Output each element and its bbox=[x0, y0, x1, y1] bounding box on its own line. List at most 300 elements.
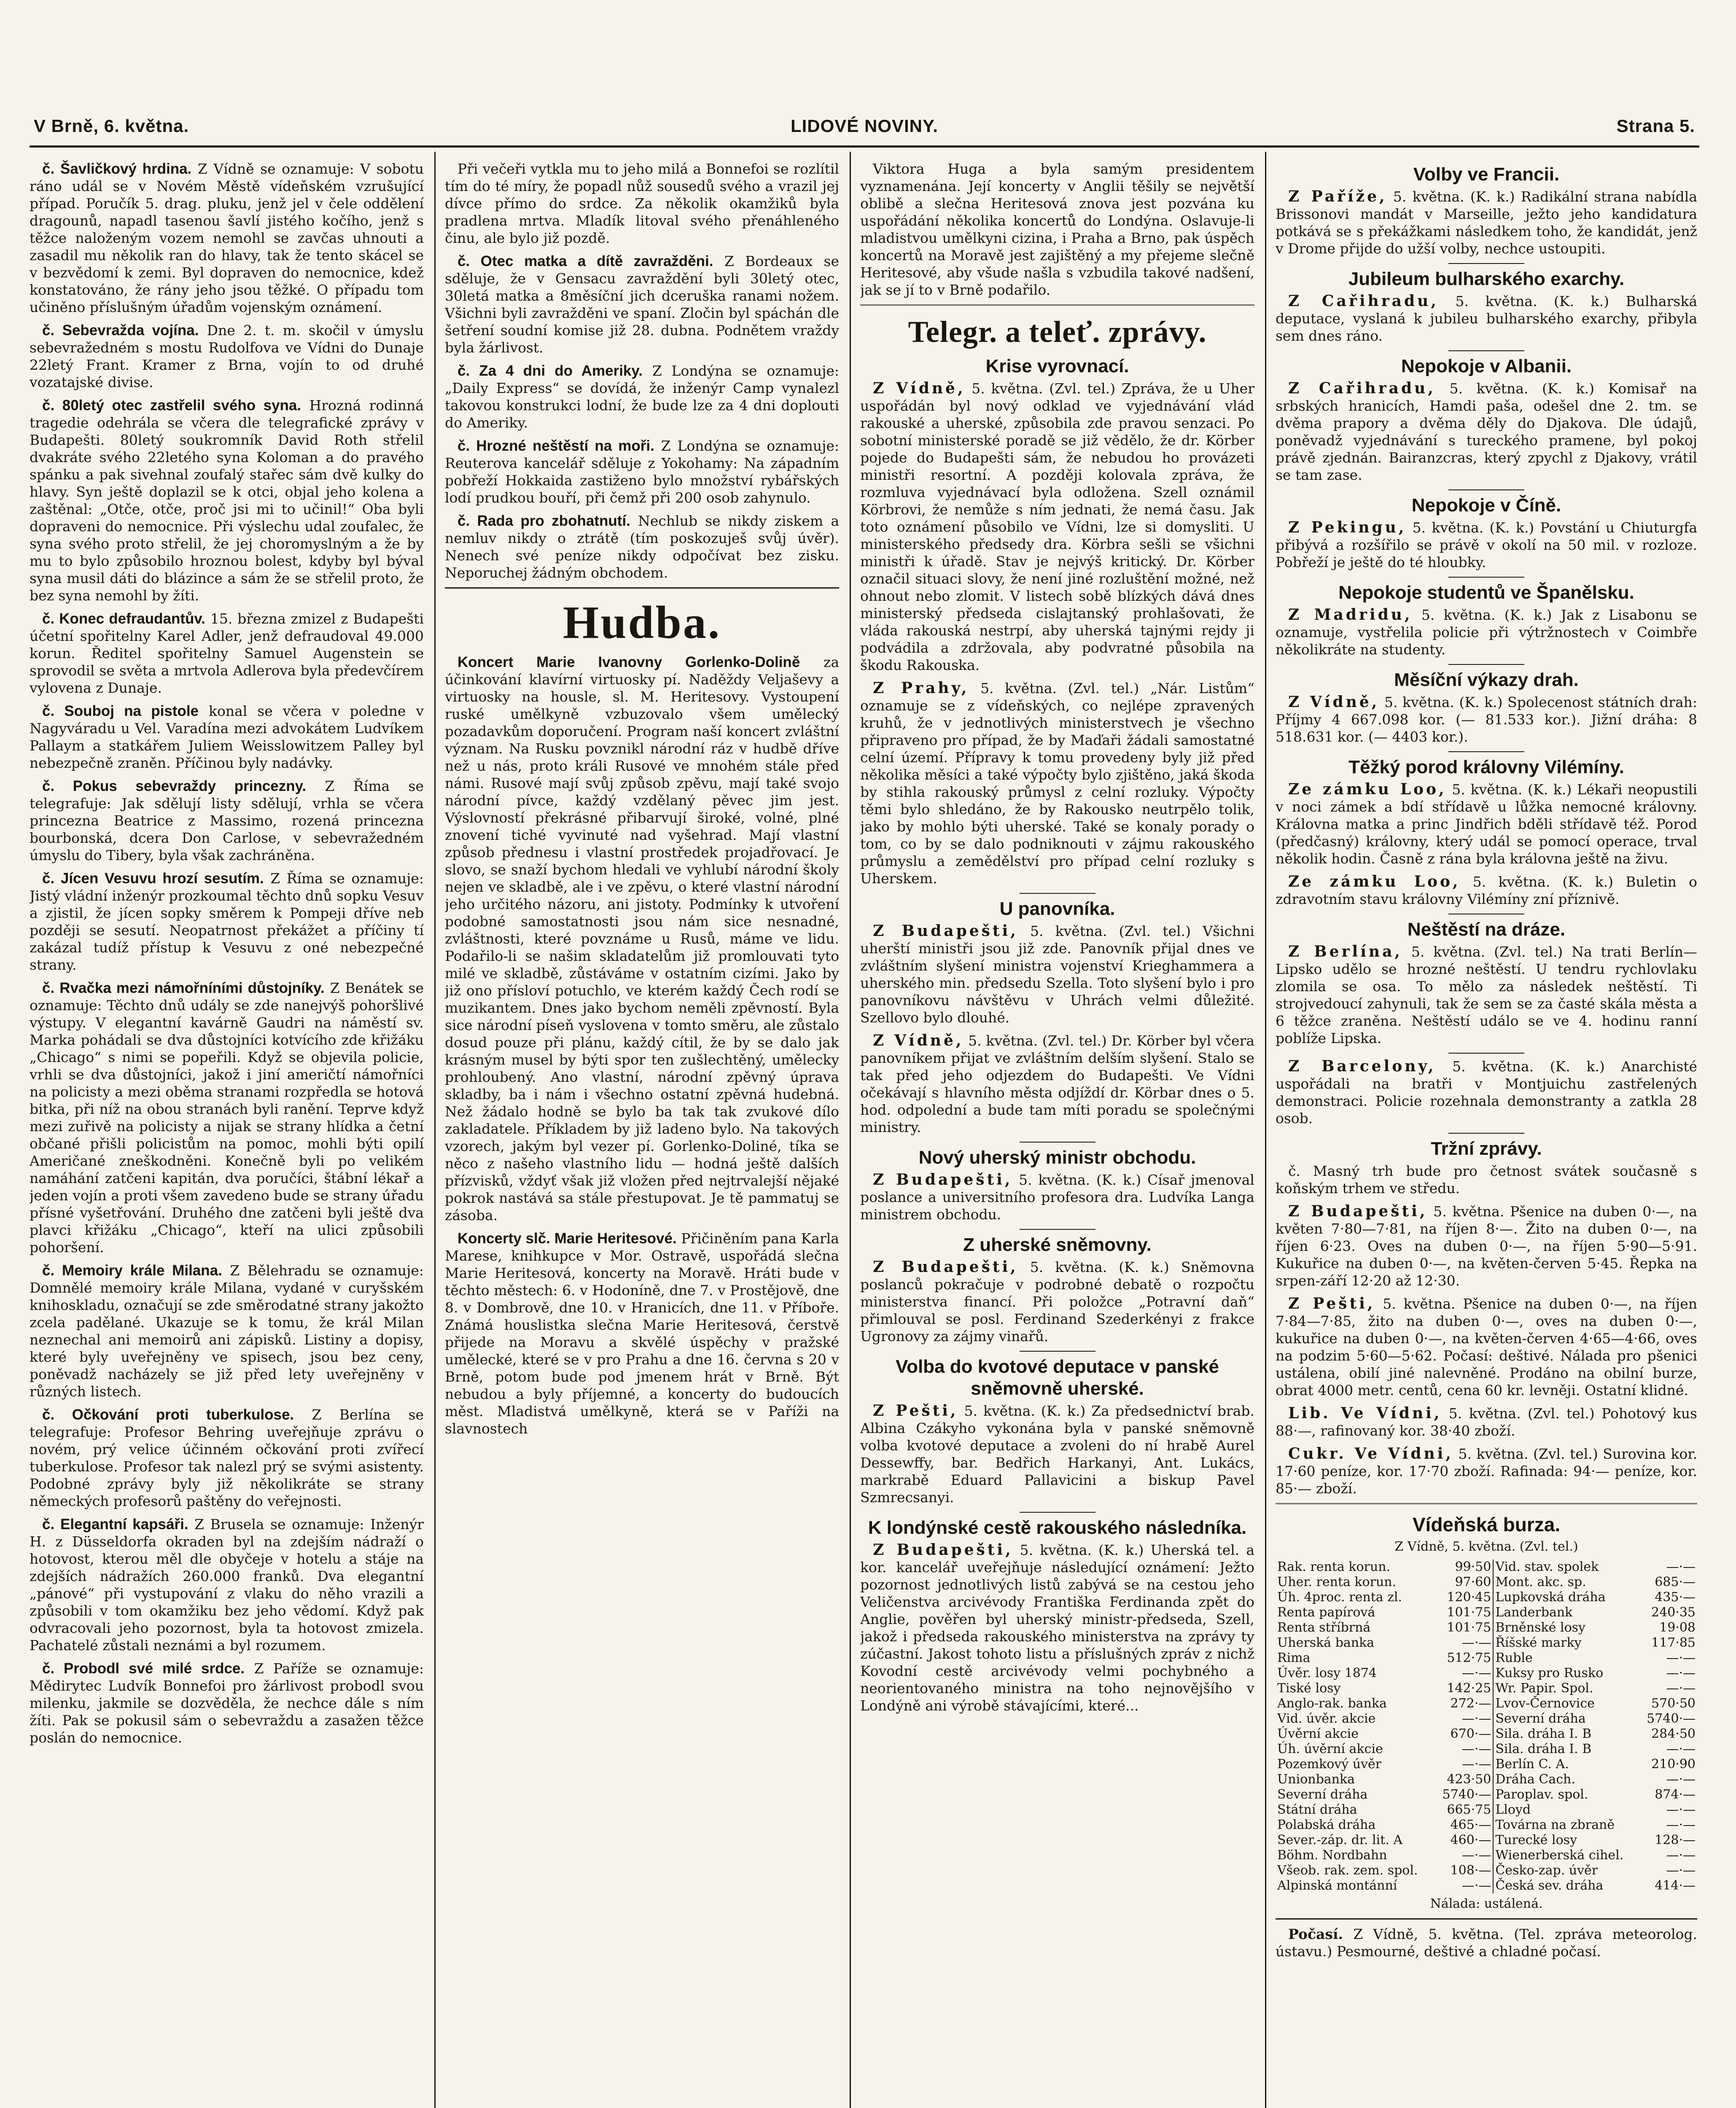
article-body bbox=[30, 1660, 424, 1746]
news-item-body bbox=[860, 1258, 1254, 1345]
stock-price: 570·50 bbox=[1651, 1696, 1696, 1711]
stock-name: Vid. úvěr. akcie bbox=[1277, 1711, 1376, 1726]
section-divider bbox=[445, 587, 839, 589]
section-title-hudba: Hudba. bbox=[563, 597, 721, 648]
stock-row bbox=[1276, 1863, 1697, 1878]
news-section-heading: Nepokoje v Číně. bbox=[1411, 495, 1561, 516]
stock-name: Rak. renta korun. bbox=[1277, 1559, 1391, 1574]
stock-name: Státní dráha bbox=[1277, 1802, 1357, 1817]
newspaper-page bbox=[30, 25, 1699, 2108]
news-item-date: 5. května. (K. k.) bbox=[1412, 519, 1534, 536]
news-item-text: Surovina kor. 17·60 peníze, kor. 17·70 zboží. Rafinada: 94·— peníze, kor. 85·— zboží. bbox=[1276, 1446, 1697, 1497]
stock-price: 128·— bbox=[1655, 1833, 1696, 1847]
article-text: Z Londýna se oznamuje: „Daily Express“ se dovídá, že inženýr Camp vynalezl takovou konstrukci lodní, že bude lze za 4 dni doplouti do Ameriky. bbox=[445, 363, 839, 431]
article bbox=[30, 397, 424, 604]
news-item-body bbox=[1276, 1058, 1697, 1127]
article-text: Z Paříže se oznamuje: Mědirytec Ludvík Bonnefoi pro žárlivost probodl svou milenku, jakmile se dozvěděla, že nechce dále s ním žíti. Pak se pokusil sám o sebevraždu a zasažen těžce poslán do nemocnice. bbox=[30, 1660, 424, 1746]
news-item-place: Z Vídně, bbox=[873, 1032, 964, 1049]
stock-price: 142·25 bbox=[1435, 1681, 1493, 1696]
news-item-body bbox=[1276, 873, 1697, 908]
stock-price: —·— bbox=[1666, 1559, 1696, 1574]
article-body bbox=[445, 653, 839, 1224]
stock-row bbox=[1276, 1833, 1697, 1848]
stock-name: Pozemkový úvěr bbox=[1277, 1757, 1382, 1772]
news-item-place: Z Budapešti, bbox=[1288, 1202, 1428, 1220]
news-item bbox=[1276, 380, 1697, 484]
news-item-place: Z Pešti, bbox=[873, 1402, 958, 1420]
section-short-rule bbox=[1020, 893, 1095, 894]
article-body bbox=[445, 512, 839, 581]
stock-price: 272·— bbox=[1435, 1696, 1493, 1711]
news-item-body bbox=[860, 1541, 1254, 1714]
news-section-heading: Nový uherský ministr obchodu. bbox=[918, 1147, 1196, 1168]
stock-price: 99·50 bbox=[1435, 1559, 1493, 1575]
article bbox=[30, 702, 424, 772]
news-item-text: Zpráva, že u Uher uspořádán byl nový odklad ve vyjednávání vlád rakouské a uherské, způsobila zde pravou senzaci. Po sobotní ministerské poradě se již vědělo, že dr. Körber pojede do Budapešti sám, že nebudou ho provázeti ministři resortní. A později kolovala zpráva, že rozmluva vyjednávací byla odložena. Szell oznámil Körbrovi, že nemůže s ním jednati, že nemá času. Jak toto oznámení působilo ve Vídni, lze si domysliti. U ministerského předsedy dra. Körbra sešli se všichni ministři k úřadě. Stav je nejvýš kritický. Dr. Körber označil situaci slovy, že není jiné rozluštění možné, než ohnout nebo zlomit. V listech sobě blízkých dává dnes ministerský předseda cislajtanský prohlašovati, že vláda rakouská nestrpí, aby uherská tajnými rejdy ji podvádila a zdržovala, aby podvratné působila na škodu Rakouska. bbox=[860, 380, 1254, 673]
news-item-body bbox=[1276, 519, 1697, 571]
stock-row bbox=[1276, 1620, 1697, 1635]
article-text: Z Londýna se oznamuje: Reuterova kancelář sděluje z Yokohamy: Na západním pobřeží Hokkaida zastiženo bylo množství rybářských lodí prudkou bouří, při čemž při 200 osob zahynulo. bbox=[445, 438, 839, 506]
stock-price: 460·— bbox=[1435, 1833, 1493, 1848]
news-item-date: 5. května. (K. k.) bbox=[1449, 380, 1594, 397]
news-item bbox=[1276, 694, 1697, 745]
news-item bbox=[1276, 293, 1697, 344]
news-item-text: Na trati Berlín—Lipsko udělo se hrozné neštěstí. U tendru rychlovlaku zlomila se osa. To mělo za následek neštěstí. Ti strojvedoucí zahynuli, tak že sem se za časté skála města a 6 těžce zraněna. Neštěstí událo se ve 4. hodinu ranní poblíže Lipska. bbox=[1276, 944, 1697, 1046]
stock-name: Tiské losy bbox=[1277, 1681, 1341, 1696]
news-item-date: 5. května. (K. k.) bbox=[1452, 781, 1572, 798]
article bbox=[30, 1660, 424, 1746]
stock-price: —·— bbox=[1666, 1742, 1696, 1756]
stock-price: —·— bbox=[1666, 1848, 1696, 1863]
stock-name: Anglo-rak. banka bbox=[1277, 1696, 1387, 1711]
news-item-body bbox=[1276, 943, 1697, 1047]
news-item-date: 5. května. (K. k.) bbox=[1452, 1058, 1605, 1075]
weather-report bbox=[1276, 1925, 1697, 1960]
news-item-place: Z Budapešti, bbox=[873, 1541, 1013, 1559]
news-section-heading: K londýnské cestě rakouského následníka. bbox=[868, 1517, 1247, 1538]
news-section-heading: Z uherské sněmovny. bbox=[963, 1234, 1152, 1255]
section-short-rule bbox=[1448, 664, 1524, 665]
news-item-date: 5. května. (K. k.) bbox=[1393, 188, 1515, 205]
news-item-body bbox=[1276, 1162, 1697, 1197]
section-short-rule bbox=[1020, 1512, 1095, 1513]
stock-price: —·— bbox=[1435, 1635, 1493, 1651]
section-short-rule bbox=[1020, 1351, 1095, 1352]
stock-price: 108·— bbox=[1435, 1863, 1493, 1878]
stock-price: —·— bbox=[1435, 1711, 1493, 1726]
article-text: Viktora Huga a byla samým presidentem vyznamenána. Její koncerty v Anglii těšily se největší oblibě a slečna Heritesová znova jest pozvána ku uspořádání několika koncertů do Londýna. Oslavuje-li mladistvou umělkyni cizina, i Praha a Brno, pak úspěch koncertů na Moravě jest zajištěný a my přejeme slečně Heritesové, aby všude našla s vzbudila takové nadšení, jak se jí to v Brně podařilo. bbox=[860, 161, 1254, 298]
article-text: Při večeři vytkla mu to jeho milá a Bonnefoi se rozlítil tím do té míry, že popadl nůž sousedů svého a vrazil jej dívce přímo do srdce. Za několik okamžiků byla pradlena mrtva. Mladík litoval svého přenáhleného činu, ale bylo již pozdě. bbox=[445, 161, 839, 246]
stock-row bbox=[1276, 1590, 1697, 1605]
article-text: Z Říma se oznamuje: Jistý vládní inženýr prozkoumal těchto dnů sopku Vesuv a zjistil, že jícen sopky směrem k Pompeji dříve neb později se sesutí. Neopatrnost překážet a příčiny tí zakázal tudíž přístup k Vesuvu z oné nebezpečné strany. bbox=[30, 870, 424, 973]
news-item-place: Cukr. Ve Vídni, bbox=[1288, 1445, 1453, 1463]
running-header bbox=[30, 116, 1699, 148]
article-body bbox=[30, 1516, 424, 1654]
news-item-place: Z Budapešti, bbox=[873, 1171, 1013, 1188]
news-item-body bbox=[1276, 1295, 1697, 1399]
stock-name: Wr. Papir. Spol. bbox=[1495, 1681, 1593, 1696]
stock-name: Mont. akc. sp. bbox=[1495, 1575, 1586, 1589]
article-body bbox=[30, 702, 424, 772]
stock-name: Rima bbox=[1277, 1651, 1311, 1665]
stock-row bbox=[1276, 1666, 1697, 1681]
article-headline: č. Za 4 dni do Ameriky. bbox=[458, 363, 643, 379]
stock-board-mood: Nálada: ustálená. bbox=[1430, 1896, 1543, 1911]
article-body bbox=[445, 160, 839, 247]
article bbox=[30, 610, 424, 696]
news-item-text: Lékaři neopustili v noci zámek a bdí střídavě u lůžka nemocné královny. Královna matka a princ Jindřich bděli střídavě též. Porod (předčasný) královny, který udál se pomocí operace, trval několik hodin. Časně z rána byla královna ještě na živu. bbox=[1276, 781, 1697, 867]
stock-price: 685·— bbox=[1655, 1575, 1696, 1589]
news-item-text: Císař jmenoval poslance a universitního profesora dra. Ludvíka Langa ministrem obchodu. bbox=[860, 1172, 1254, 1223]
article-text: Z Vídně se oznamuje: V sobotu ráno udál se v Novém Městě vídeňském vzrušující případ. Poručík 5. drag. pluku, jenž jel v čele oddělení dragounů, napadl tasenou šavlí jistého kočího, jenž s těžce naloženým vozem nemohl se zavčas uhnouti a zasadil mu několik ran do hlavy, tak že tento skácel se v bezvědomí k zemi. Byl dopraven do nemocnice, kdež konstatováno, že rány jeho jsou těžké. O případu tom učiněno příslušným úřadům vojenským oznámení. bbox=[30, 161, 424, 315]
stock-price: —·— bbox=[1435, 1757, 1493, 1772]
news-item-date: 5. května. (K. k.) bbox=[1030, 1259, 1169, 1275]
stock-name: Sever.-záp. dr. lit. A bbox=[1277, 1833, 1402, 1847]
news-section-heading: Nepokoje studentů ve Španělsku. bbox=[1338, 582, 1634, 603]
stock-price: 670·— bbox=[1435, 1726, 1493, 1742]
stock-price: —·— bbox=[1666, 1681, 1696, 1696]
stock-name: Dráha Cach. bbox=[1495, 1772, 1575, 1787]
article-body bbox=[30, 160, 424, 316]
news-item-date: 5. května. (Zvl. tel.) bbox=[968, 1032, 1107, 1049]
stock-name: Polabská dráha bbox=[1277, 1818, 1376, 1832]
stock-row bbox=[1276, 1635, 1697, 1651]
news-section-heading: Jubileum bulharského exarchy. bbox=[1348, 269, 1625, 289]
news-item-text: Spolecenost státních drah: Příjmy 4 667.098 kor. (— 81.533 kor.). Jižní dráha: 8 518.631 kor. (— 4403 kor.). bbox=[1276, 694, 1697, 745]
article-headline: č. Memoiry krále Milana. bbox=[42, 1262, 222, 1279]
news-item-date: 5. května. bbox=[1433, 1203, 1505, 1220]
news-item-text: Anarchisté uspořádali na bratři v Montjuichu zastřelených demonstraci. Policie rozehnala demonstranty a zatkla 28 osob. bbox=[1276, 1058, 1697, 1127]
article-headline: č. Sebevražda vojína. bbox=[42, 322, 199, 339]
stock-price: —·— bbox=[1666, 1651, 1696, 1665]
stock-name: Česko-zap. úvěr bbox=[1495, 1863, 1598, 1878]
news-item-body bbox=[860, 1171, 1254, 1223]
section-short-rule bbox=[1448, 263, 1524, 264]
news-item bbox=[860, 1541, 1254, 1714]
article-text: Z Benátek se oznamuje: Těchto dnů udály se zde nanejvýš pohoršlivé výstupy. V elegantní kavárně Gaudri na náměstí sv. Marka pohádali se dva důstojníci kotvícího zde křižáku „Chicago“ s nimi se popeřili. Když se objevila policie, vrhli se dva důstojníci, jakož i jiní američtí námořníci na policisty a mezi oběma stranami rozpředla se hotová bitka, při níž na obou stranách byli ranění. Teprve když mezi zuřivě na policisty a nijak se strany hlídka a četní občané přišli policistům na pomoc, mohli býti opilí Američané zneškodněni. Konečně byli po velikém namáhání zatčeni kapitán, dva poručíci, štábní lékař a jeden vojín a proti všem zavedeno bude se strany úřadu přísné vyšetřování. Druhého dne zatčeni byli ještě dva plavci křižáku „Chicago“, kteří na ulici způsobili pohoršení. bbox=[30, 980, 424, 1256]
article bbox=[445, 1230, 839, 1437]
news-item-body bbox=[860, 380, 1254, 674]
stock-name: Úh. 4proc. renta zl. bbox=[1277, 1590, 1402, 1605]
news-item bbox=[1276, 781, 1697, 867]
news-item-place: Z Pekingu, bbox=[1288, 519, 1407, 536]
stock-name: Brněnské losy bbox=[1495, 1620, 1585, 1635]
news-section-heading: Volba do kvotové deputace v panské sněmovně uherské. bbox=[896, 1356, 1219, 1399]
stock-name: Berlín C. A. bbox=[1495, 1757, 1569, 1772]
news-section-heading: Těžký porod královny Vilémíny. bbox=[1348, 757, 1624, 777]
stock-price: 97·60 bbox=[1435, 1575, 1493, 1590]
news-item-date: 5. května. (Zvl. tel.) bbox=[972, 380, 1116, 397]
news-item-date: 5. května. (K. k.) bbox=[1019, 1172, 1141, 1188]
stock-name: Renta papírová bbox=[1277, 1605, 1375, 1620]
stock-row bbox=[1276, 1651, 1697, 1666]
news-item-place: Z Berlína, bbox=[1288, 943, 1402, 960]
stock-name: Vid. stav. spolek bbox=[1495, 1559, 1599, 1574]
article-text: Z Bělehradu se oznamuje: Domnělé memoiry krále Milana, vydané v curyšském knihoskladu, označují se zde směrodatné strany jakožto zcela padělané. Ukazuje se k tomu, že král Milan neznechal ani memoirů ani zápisků. Listiny a dopisy, které byly uveřejněny ve spisech, jsou bez ceny, poněvadž nacházely se již před lety uveřejněny v různých listech. bbox=[30, 1262, 424, 1400]
stock-name: Severní dráha bbox=[1495, 1711, 1586, 1726]
news-item-text: Pšenice na duben 0·—, na říjen 7·84—7·85, žito na duben 0·—, oves na duben 0·—, kukuřice na duben 0·—, na květen-červen 4·65—4·66, oves na podzim 5·60—5·62. Počasí: deštivé. Nálada pro pšenici ustálena, obilí jiné nalevněné. Prodáno na obilní burze, obrat 4000 metr. centů, cena 60 kr. levněji. Ostatní klidné. bbox=[1276, 1296, 1697, 1398]
stock-row bbox=[1276, 1742, 1697, 1757]
news-item-date: 5. května. (Zvl. tel.) bbox=[1458, 1446, 1598, 1462]
news-item bbox=[1276, 1203, 1697, 1289]
news-item-date: 5. května. bbox=[1383, 1296, 1456, 1312]
stock-name: Úh. úvěrní akcie bbox=[1277, 1742, 1383, 1756]
stock-price: —·— bbox=[1666, 1666, 1696, 1680]
stock-price: —·— bbox=[1435, 1878, 1493, 1893]
article-headline: č. Otec matka a dítě zavražděni. bbox=[458, 253, 713, 269]
stock-name: Alpinská montánní bbox=[1277, 1878, 1397, 1893]
stock-price: 284·50 bbox=[1651, 1726, 1696, 1741]
article bbox=[30, 1516, 424, 1654]
section-short-rule bbox=[1448, 1133, 1524, 1134]
article bbox=[445, 512, 839, 581]
news-item bbox=[1276, 1162, 1697, 1197]
section-short-rule bbox=[1020, 1229, 1095, 1230]
news-item-date: 5. května. (K. k.) bbox=[1384, 694, 1503, 710]
article bbox=[30, 979, 424, 1256]
article-body bbox=[30, 979, 424, 1256]
section-title-telegrams: Telegr. a teleť. zprávy. bbox=[908, 315, 1207, 349]
news-section-heading: Neštěstí na dráze. bbox=[1407, 919, 1566, 940]
news-item bbox=[1276, 1445, 1697, 1497]
news-section-heading: Tržní zprávy. bbox=[1431, 1138, 1542, 1159]
news-item-date: 5. května. (K. k.) bbox=[964, 1403, 1086, 1419]
article-body bbox=[30, 777, 424, 864]
news-item bbox=[860, 380, 1254, 674]
news-item-date: 5. května. (K. k.) bbox=[1455, 293, 1610, 309]
article-body bbox=[30, 1406, 424, 1510]
article-headline: č. Pokus sebevraždy princezny. bbox=[42, 778, 307, 794]
article bbox=[30, 1406, 424, 1510]
stock-price: 5740·— bbox=[1435, 1787, 1493, 1802]
stock-price: —·— bbox=[1666, 1802, 1696, 1817]
news-item bbox=[860, 1032, 1254, 1136]
article-headline: č. Jícen Vesuvu hrozí sesutím. bbox=[42, 870, 264, 887]
stock-row bbox=[1276, 1605, 1697, 1620]
news-item-body bbox=[860, 680, 1254, 887]
stock-name: Severní dráha bbox=[1277, 1787, 1368, 1802]
news-item bbox=[1276, 519, 1697, 571]
news-item bbox=[1276, 1058, 1697, 1127]
stock-row bbox=[1276, 1711, 1697, 1726]
stock-name: Landerbank bbox=[1495, 1605, 1573, 1620]
stock-price: —·— bbox=[1666, 1863, 1696, 1878]
news-item-text: Pšenice na duben 0·—, na květen 7·80—7·81, na říjen 8·—. Žito na duben 0·—, na říjen 6·23. Oves na duben 0·—, na říjen 5·90—5·91. Kukuřice na duben 0·—, na květen-červen 5·45. Řepka na srpen-září 12·20 až 12·30. bbox=[1276, 1203, 1697, 1289]
news-item-place: Z Cařihradu, bbox=[1288, 292, 1439, 310]
stock-name: Böhm. Nordbahn bbox=[1277, 1848, 1387, 1863]
stock-row bbox=[1276, 1696, 1697, 1711]
news-item-place: Z Cařihradu, bbox=[1288, 379, 1436, 397]
news-item-place: Z Barcelony, bbox=[1288, 1057, 1436, 1075]
article-body bbox=[445, 437, 839, 506]
section-divider bbox=[860, 304, 1254, 306]
news-item-date: 5. května. (Zvl. tel.) bbox=[1411, 944, 1563, 960]
column-2 bbox=[445, 160, 839, 2108]
article-headline: č. Očkování proti tuberkulose. bbox=[42, 1406, 294, 1423]
article-headline: č. Probodl své milé srdce. bbox=[42, 1660, 245, 1677]
news-item-place: Z Prahy, bbox=[873, 679, 969, 697]
stock-name: Unionbanka bbox=[1277, 1772, 1355, 1787]
stock-board-subtitle: Z Vídně, 5. května. (Zvl. tel.) bbox=[1394, 1539, 1578, 1554]
article-headline: Koncert Marie Ivanovny Gorlenko-Dolině bbox=[458, 654, 800, 670]
stock-name: Továrna na zbraně bbox=[1495, 1818, 1615, 1832]
stock-name: Uher. renta korun. bbox=[1277, 1575, 1397, 1589]
stock-row bbox=[1276, 1878, 1697, 1893]
stock-row bbox=[1276, 1757, 1697, 1772]
stock-price: 101·75 bbox=[1435, 1605, 1493, 1620]
article-headline: č. Konec defraudantův. bbox=[42, 610, 206, 627]
stock-name: Uherská banka bbox=[1277, 1635, 1375, 1650]
stock-price: 423·50 bbox=[1435, 1772, 1493, 1787]
news-item-text: Sněmovna poslanců pokračuje v podrobné debatě o rozpočtu ministerstva financí. Při položce „Potravní daň“ přimlouval se posl. Ferdinand Szederkényi z frakce Ugronovy za zájmy vinařů. bbox=[860, 1259, 1254, 1344]
article-text: Nechlub se nikdy ziskem a nemluv nikdy o ztrátě (tím poskozuješ svůj úvěr). Nenech své peníze nikdy odpočívat bez zisku. Neporuchej žádným obchodem. bbox=[445, 513, 839, 581]
article-headline: č. Souboj na pistole bbox=[42, 703, 199, 719]
news-section-heading: Volby ve Francii. bbox=[1413, 164, 1560, 185]
stock-name: Lvov-Černovice bbox=[1495, 1696, 1595, 1711]
stock-name: Kuksy pro Rusko bbox=[1495, 1666, 1604, 1680]
news-item bbox=[860, 680, 1254, 887]
news-item-text: Buletin o zdravotním stavu královny Vilémíny zní příznivě. bbox=[1276, 874, 1697, 907]
news-item-text: Bulharská deputace, vyslaná k jubileu bulharského exarchy, přibyla sem dnes ráno. bbox=[1276, 293, 1697, 344]
news-item-place: Lib. Ve Vídni, bbox=[1288, 1404, 1442, 1422]
stock-name: Česká sev. dráha bbox=[1495, 1878, 1604, 1893]
stock-price: —·— bbox=[1435, 1666, 1493, 1681]
news-item-text: Uherská tel. a kor. kancelář uveřejňuje následující oznámení: Ježto pozornost jednotlivých listů zabývá se na cestou jeho Veličenstva arcivévody Františka Ferdinanda zpět do Anglie, pověřen byl uherský ministr-předseda, Szell, jakož i předseda rakouského ministerstva na zprávy ty zúčastní. Jakost tohoto listu a příslušných zpráv z nichž Kovodní cestě arcivévody velmi pochybného a neorientovaného ministra na toho nejnovějšího v Londýně ani výrobě stávajícími, které... bbox=[860, 1542, 1254, 1714]
stock-name: Úvěr. losy 1874 bbox=[1277, 1666, 1377, 1680]
news-item-text: Komisař na srbských hranicích, Hamdi paša, odešel dne 2. tm. se dvěma prapory a dvěma děly do Djakova. Dle údajů, poněvadž vyjednávání s tureckého pramene, byl pokoj právě zjednán. Bairanzcras, který zpychl z Djakovy, vrátil se tam zase. bbox=[1276, 380, 1697, 483]
news-item-text: Povstání u Chiuturgfa přibývá a rozšířilo se právě v okolí na 50 mil. v rozloze. Pobřeží je ještě do té hloubky. bbox=[1276, 519, 1697, 570]
news-item-body bbox=[860, 1402, 1254, 1506]
stock-price: 414·— bbox=[1655, 1878, 1696, 1893]
stock-price: 19·08 bbox=[1659, 1620, 1696, 1635]
news-item-date: 5. května. (K. k.) bbox=[1421, 607, 1552, 623]
news-item-text: Radikální strana nabídla Brissonovi mandát v Marseille, ježto jeho kandidatura potkává se s překážkami následkem toho, že kandidát, jenž v Drome přijde do užší volby, nechce ustoupiti. bbox=[1276, 188, 1697, 257]
article bbox=[445, 253, 839, 356]
news-item-text: Pohotový kus 88·—, rafinovaný kor. 38·40 zboží. bbox=[1276, 1405, 1697, 1439]
stock-name: Říšské marky bbox=[1495, 1635, 1582, 1650]
stock-price: 5740·— bbox=[1647, 1711, 1696, 1726]
stock-name: Wienerberská cihel. bbox=[1495, 1848, 1624, 1863]
news-item bbox=[1276, 606, 1697, 658]
article-text: konal se včera v poledne v Nagyváradu u Vel. Varadína mezi advokátem Ludvíkem Pallaym a statkářem Juliem Weisslowitzem Palley byl nebezpečně zraněn. Příčinou byly nadávky. bbox=[30, 703, 424, 771]
article bbox=[30, 870, 424, 973]
article-text: Z Berlína se telegrafuje: Profesor Behring uveřejňuje zprávu o novém, prý velice účinném očkování proti zvířecí tuberkulose. Profesor tak nalezl prý se svými asistenty. Podobné zprávy byly již několikráte se strany německých profesorů paštěny do veřejnosti. bbox=[30, 1406, 424, 1509]
news-item-place: Z Madridu, bbox=[1288, 606, 1413, 624]
article-body bbox=[445, 362, 839, 431]
stock-row bbox=[1276, 1802, 1697, 1818]
article-headline: č. 80letý otec zastřelil svého syna. bbox=[42, 397, 301, 414]
stock-name: Ruble bbox=[1495, 1651, 1533, 1665]
article-body bbox=[30, 1262, 424, 1400]
stock-price: 874·— bbox=[1655, 1787, 1696, 1802]
article-text: Z Brusela se oznamuje: Inženýr H. z Düsseldorfa okraden byl na zdejším nádraží o hotovost, kterou měl dle obyčeje v hotelu a stáje na zdejších nádražích 260.000 franků. Dva elegantní „pánové“ při vystupování z vlaku do něho vrazili a způsobili v tom okamžiku bez jeho vědomí. Když pak odvracovali jeho pozornost, byla ta hotovost zmizela. Pachatelé zůstali neznámi a byl rozumem. bbox=[30, 1516, 424, 1654]
article-headline: č. Rvačka mezi námořníními důstojníky. bbox=[42, 980, 325, 996]
news-item-place: Ze zámku Loo, bbox=[1288, 780, 1447, 798]
section-divider bbox=[1276, 1503, 1697, 1504]
article bbox=[30, 322, 424, 391]
column-1 bbox=[30, 160, 424, 2108]
news-item-text: Dr. Körber byl včera panovníkem přijat ve zvláštním delším slyšení. Stalo se tak před jeho odjezdem do Budapešti. Ve Vídni očekávají s hlavního města odjíždí dr. Körbar dnes o 5. hod. odpolední a bude tam míti poradu se společnými ministry. bbox=[860, 1032, 1254, 1135]
stock-row bbox=[1276, 1772, 1697, 1787]
stock-row bbox=[1276, 1818, 1697, 1833]
stock-board-table bbox=[1276, 1559, 1697, 1893]
stock-name: Paroplav. spol. bbox=[1495, 1787, 1588, 1802]
stock-price: 512·75 bbox=[1435, 1651, 1493, 1666]
section-short-rule bbox=[1020, 1142, 1095, 1143]
article-body bbox=[30, 397, 424, 604]
article-continuation bbox=[860, 160, 1254, 298]
stock-row bbox=[1276, 1726, 1697, 1742]
news-item-body bbox=[1276, 380, 1697, 484]
article-body bbox=[30, 610, 424, 696]
stock-price: 101·75 bbox=[1435, 1620, 1493, 1635]
stock-price: 117·85 bbox=[1651, 1635, 1696, 1650]
stock-price: —·— bbox=[1666, 1818, 1696, 1832]
news-item-date: 5. května. (Zvl. tel.) bbox=[980, 680, 1139, 696]
section-divider bbox=[1276, 1918, 1697, 1920]
news-item-text: č. Masný trh bude pro četnost svátek současně s koňským trhem ve středu. bbox=[1276, 1163, 1697, 1197]
news-item-date: 5. května. (K. k.) bbox=[1020, 1542, 1144, 1558]
news-item-body bbox=[1276, 606, 1697, 658]
article-headline: č. Rada pro zbohatnutí. bbox=[458, 513, 630, 529]
stock-name: Lupkovská dráha bbox=[1495, 1590, 1606, 1605]
stock-price: —·— bbox=[1435, 1742, 1493, 1757]
news-item bbox=[1276, 943, 1697, 1047]
stock-row bbox=[1276, 1787, 1697, 1802]
article bbox=[445, 653, 839, 1224]
news-item-text: Za předsednictví brab. Albina Czákyho vykonána byla v panské sněmovně volba kvotové deputace a zvoleni do ní hrabě Aurel Dessewffy, bar. Bedřich Harkanyi, Ant. Lukács, markrabě Eduard Pallavicini a biskup Pavel Szmrecsanyi. bbox=[860, 1403, 1254, 1506]
section-short-rule bbox=[1448, 1053, 1524, 1054]
news-item-body bbox=[860, 1032, 1254, 1136]
stock-name: Renta stříbrná bbox=[1277, 1620, 1371, 1635]
stock-price: 120·45 bbox=[1435, 1590, 1493, 1605]
stock-price: 240·35 bbox=[1651, 1605, 1696, 1620]
news-item-place: Z Budapešti, bbox=[873, 1258, 1018, 1276]
weather-heading: Počasí. bbox=[1288, 1926, 1343, 1942]
news-item bbox=[1276, 1295, 1697, 1399]
news-item-place: Z Vídně, bbox=[1288, 693, 1380, 711]
news-item bbox=[860, 1258, 1254, 1345]
article bbox=[445, 437, 839, 506]
news-item-body bbox=[1276, 1445, 1697, 1497]
article-headline: č. Hrozné neštěstí na moři. bbox=[458, 438, 654, 454]
news-item-body bbox=[1276, 1405, 1697, 1439]
page-number: Strana 5. bbox=[1616, 116, 1695, 136]
news-item bbox=[860, 1402, 1254, 1506]
stock-name: Sila. dráha I. B bbox=[1495, 1742, 1592, 1756]
stock-price: 210·90 bbox=[1651, 1757, 1696, 1772]
stock-name: Lloyd bbox=[1495, 1802, 1531, 1817]
article-headline: č. Šavličkový hrdina. bbox=[42, 161, 192, 177]
column-rule bbox=[1265, 152, 1266, 2108]
article bbox=[30, 160, 424, 316]
stock-price: 665·75 bbox=[1435, 1802, 1493, 1818]
section-short-rule bbox=[1448, 350, 1524, 351]
news-item bbox=[1276, 1405, 1697, 1439]
article-text: za účinkování klavírní virtuosky pí. Naděždy Veljaševy a virtuosky na housle, sl. M. Heritesovy. Vystoupení ruské umělkyně vzbuzovalo všem umělecký pozadavkům doporučení. Program naší koncert zvláštní význam. Na Rusku povznikl národní ráz v hudbě dříve než u nás, proto králi Rusové ve mnohém stále před námi. Rusové mají svůj způsob zpěvu, mají také svojo národní pívce, každý vzdělaný pěvec jim jest. Výslovností překrásné přibarvují široké, volné, plné znovení tiché vyvinuté nad vyšehrad. Mají vlastní způsob přednesu i vlastní prostředek projadřovací. Je slovo, se snaží bychom hledali ve vyhlubí národní školy nejen ve skladbě, ale i ve zpěvu, o které vlastní národní jeho určitého názoru, ani jistoty. Podmínky k utvoření podobné samostatnosti jsou nám sice nesnadné, zvláštnosti, které povznáme u Rusů, máme ve lidu. Podařilo-li se našim skladatelům již promlouvati tyto milé ve skladbě, zůstáváme v ostatním cizími. Jako by již ono přísloví potuchlo, ve kterém každý Čech rodí se muzikantem. Dnes jako bychom neměli zpěvností. Byla sice národní píseň vyslovena v tomto směru, ale zůstalo dosud pouze při plánu, každý cítil, že by se dalo jak krásným musel by býti spor ten zušlechtěný, umělecky prohloubený. Ano vlastní, národní zpěvný úprava skladby, ba i nám i všechno ostatní zpěvná hudebná. Než žádalo hodně se bylo ba tak tak zvukové dílo zakladatele. Příkladem by již ladeno bylo. Na takových vzorech, jakým byl vezer pí. Gorlenko-Doliné, tíka se něco z našeho vlastního lidu — hodná ještě dalších přízvisků, vždyť však již vložen před nejtrvalejší nějaké pokrok nastává sa stále přestupovat. Je tě pammatuj se zásoba. bbox=[445, 654, 839, 1223]
section-short-rule bbox=[1448, 751, 1524, 752]
section-short-rule bbox=[1448, 577, 1524, 578]
news-item-body bbox=[1276, 188, 1697, 257]
stock-board-title: Vídeňská burza. bbox=[1412, 1514, 1561, 1535]
masthead-title: LIDOVÉ NOVINY. bbox=[790, 116, 939, 136]
column-4 bbox=[1276, 160, 1697, 2108]
news-item-place: Z Budapešti, bbox=[873, 922, 1018, 940]
news-item-body bbox=[1276, 781, 1697, 867]
column-rule bbox=[434, 152, 436, 2108]
stock-price: 465·— bbox=[1435, 1818, 1493, 1833]
article-body bbox=[445, 1230, 839, 1437]
